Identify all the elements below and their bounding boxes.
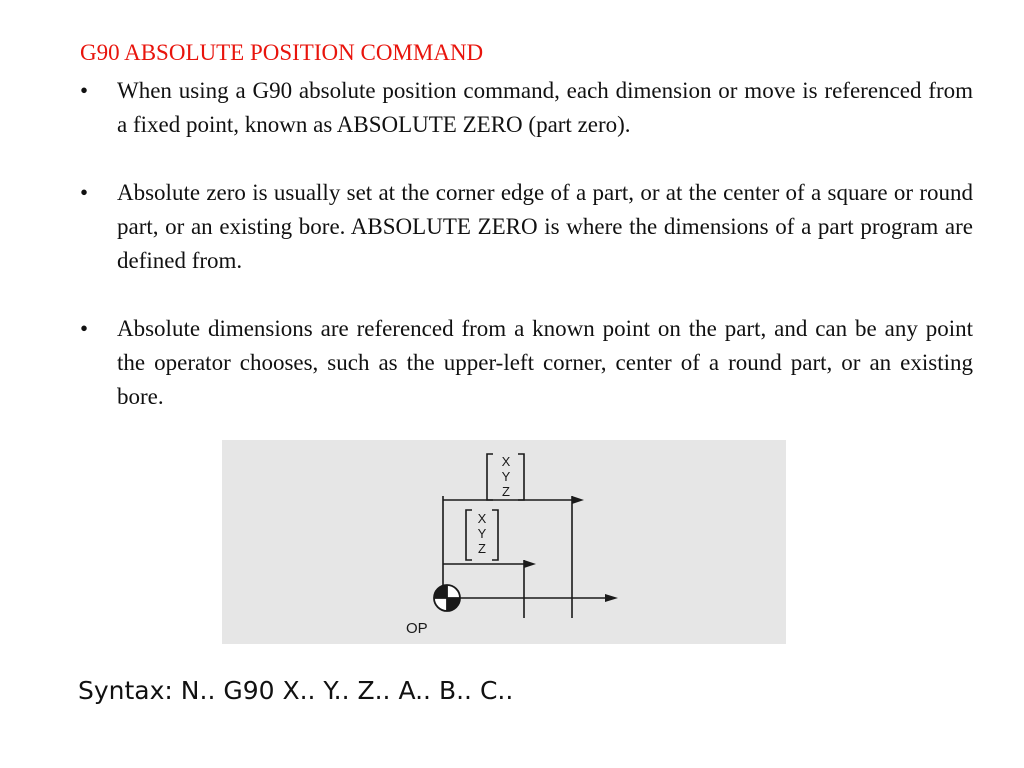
- lower-bracket-right: [492, 510, 498, 560]
- lower-axis-x-label: X: [477, 511, 487, 526]
- lower-axis-y-label: Y: [477, 526, 487, 541]
- origin-label: OP: [406, 620, 428, 637]
- bullet-item: [80, 312, 973, 414]
- lower-axis-z-label: Z: [478, 541, 486, 556]
- bullet-marker: •: [80, 316, 89, 341]
- bullet-list: [80, 74, 973, 414]
- bullet-text: Absolute dimensions are referenced from a known point on the part, and can be any point the operator chooses, such as the upper-left corner, center of a round part, or an existing bore.: [117, 316, 973, 409]
- middle-arrow-icon: [524, 560, 536, 568]
- upper-axis-x-label: X: [501, 454, 511, 469]
- upper-arrow-icon: [572, 496, 584, 504]
- slide-title: G90 ABSOLUTE POSITION COMMAND: [80, 40, 484, 65]
- syntax-line: Syntax: N.. G90 X.. Y.. Z.. A.. B.. C..: [78, 676, 514, 705]
- upper-bracket-right: [518, 454, 524, 500]
- lower-bracket-left: [466, 510, 472, 560]
- bullet-marker: •: [80, 78, 89, 103]
- absolute-position-diagram: [222, 440, 786, 644]
- x-axis-arrow-icon: [605, 594, 618, 602]
- bullet-marker: •: [80, 180, 89, 205]
- bullet-item: [80, 74, 973, 142]
- upper-bracket-left: [487, 454, 493, 500]
- upper-axis-y-label: Y: [501, 469, 511, 484]
- upper-axis-z-label: Z: [502, 484, 510, 499]
- bullet-item: [80, 176, 973, 278]
- bullet-text: When using a G90 absolute position command, each dimension or move is referenced from a fixed point, known as ABSOLUTE ZERO (part zero).: [117, 78, 973, 137]
- bullet-text: Absolute zero is usually set at the corner edge of a part, or at the center of a square or round part, or an existing bore. ABSOLUTE ZERO is where the dimensions of a part program are defined from.: [117, 180, 973, 273]
- origin-marker-icon: [434, 585, 460, 611]
